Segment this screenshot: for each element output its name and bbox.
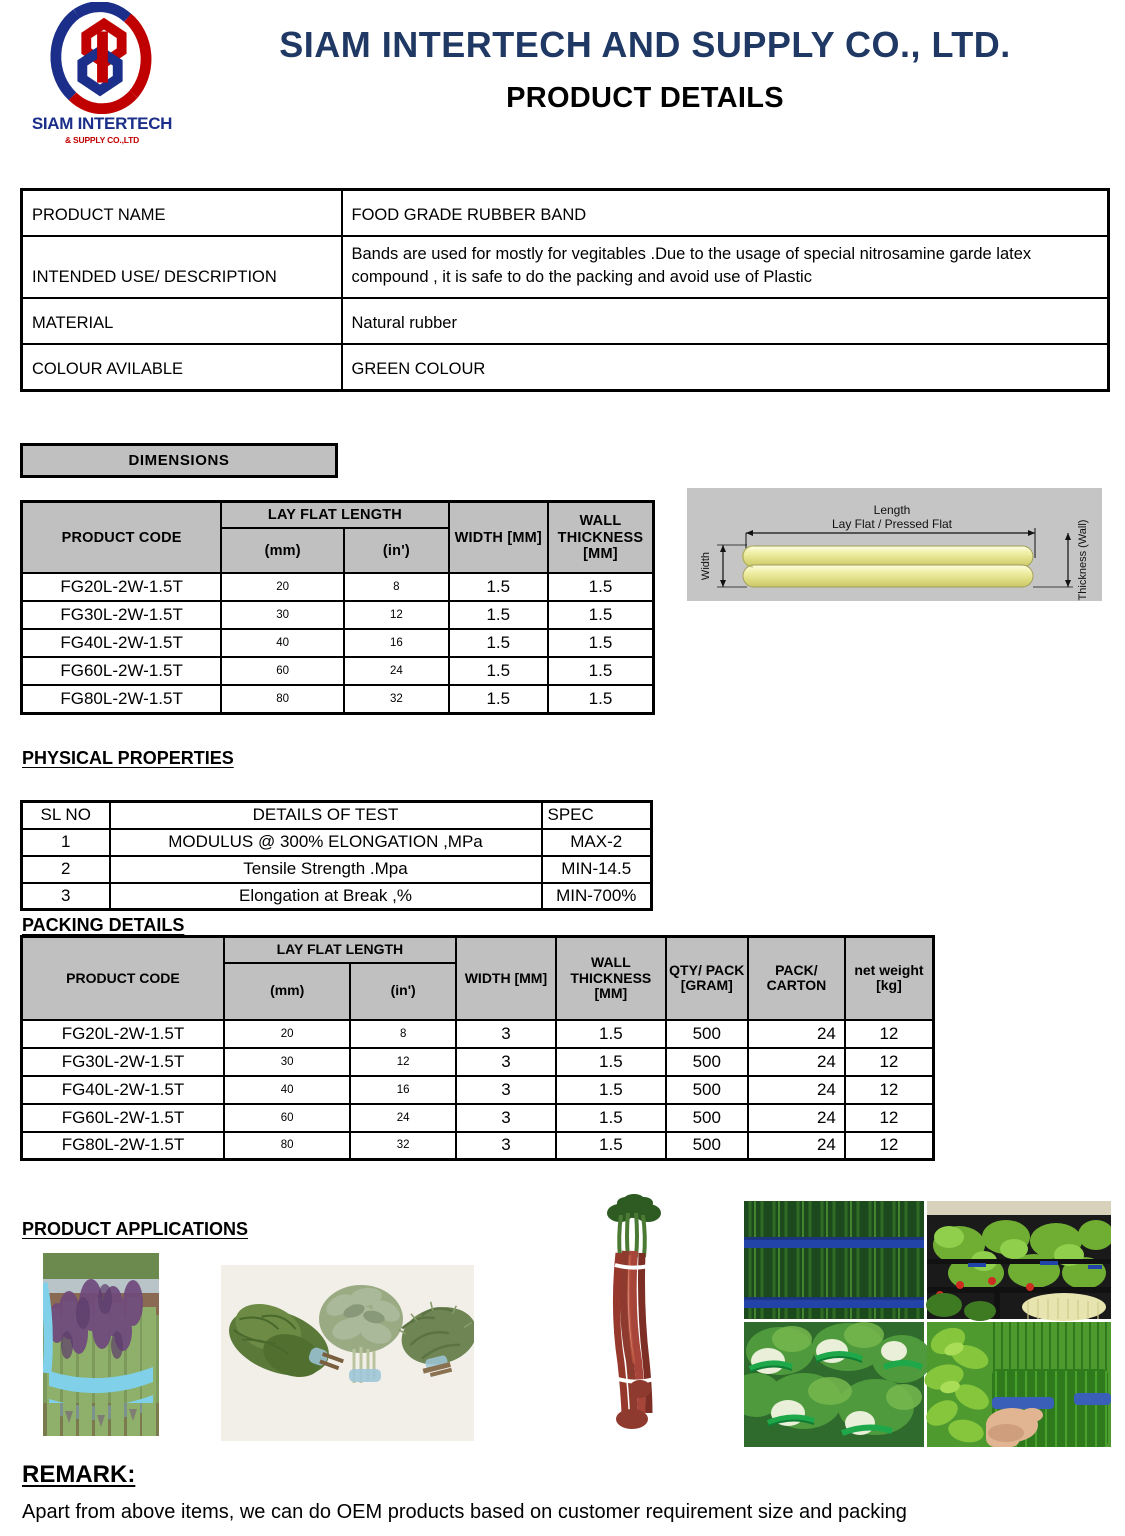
cell-product-code: FG20L-2W-1.5T <box>22 1020 224 1048</box>
cell-net-weight: 12 <box>845 1104 934 1132</box>
rubber-band-dimension-diagram <box>687 488 1102 601</box>
header-mm: (mm) <box>224 963 351 1020</box>
dimensions-table <box>20 500 655 715</box>
cell-inch: 12 <box>344 601 448 629</box>
cell-spec: MIN-700% <box>542 883 652 910</box>
header-wall-thickness: WALL THICKNESS [MM] <box>556 937 666 1020</box>
cell-product-code: FG60L-2W-1.5T <box>22 657 222 685</box>
table-row <box>22 629 654 657</box>
logo-company-subtitle: & SUPPLY CO.,LTD <box>64 135 140 145</box>
info-value: FOOD GRADE RUBBER BAND <box>342 190 1109 236</box>
cell-product-code: FG30L-2W-1.5T <box>22 601 222 629</box>
logo-company-name: SIAM INTERTECH <box>31 114 173 133</box>
table-row <box>22 1132 934 1160</box>
cell-mm: 30 <box>224 1048 351 1076</box>
logo-mark-icon <box>43 2 161 114</box>
cell-wall: 1.5 <box>548 573 654 601</box>
table-row <box>22 1076 934 1104</box>
header-lay-flat-length: LAY FLAT LENGTH <box>221 502 448 529</box>
table-row <box>22 1048 934 1076</box>
cell-mm: 20 <box>224 1020 351 1048</box>
header-pack-carton: PACK/ CARTON <box>748 937 845 1020</box>
asparagus-bundles-photo <box>43 1253 159 1436</box>
cell-net-weight: 12 <box>845 1132 934 1160</box>
band-diagram-icon <box>687 488 1102 601</box>
herb-bunches-photo <box>221 1265 474 1441</box>
cell-qty-pack: 500 <box>666 1076 748 1104</box>
cell-width: 3 <box>456 1132 556 1160</box>
table-row <box>22 883 652 910</box>
cell-wall: 1.5 <box>548 601 654 629</box>
vegetable-bundles-collage-photo <box>744 1201 1111 1447</box>
header-qty-pack: QTY/ PACK [GRAM] <box>666 937 748 1020</box>
cell-mm: 80 <box>224 1132 351 1160</box>
cell-qty-pack: 500 <box>666 1132 748 1160</box>
cell-mm: 30 <box>221 601 344 629</box>
cell-net-weight: 12 <box>845 1076 934 1104</box>
info-label: PRODUCT NAME <box>22 190 342 236</box>
cell-sl-no: 3 <box>22 883 110 910</box>
cell-inch: 24 <box>344 657 448 685</box>
cell-wall: 1.5 <box>548 657 654 685</box>
cell-sl-no: 2 <box>22 856 110 883</box>
cell-wall: 1.5 <box>556 1048 666 1076</box>
cell-pack-carton: 24 <box>748 1104 845 1132</box>
cell-pack-carton: 24 <box>748 1020 845 1048</box>
cell-inch: 12 <box>350 1048 455 1076</box>
header-width: WIDTH [MM] <box>456 937 556 1020</box>
cell-inch: 32 <box>344 685 448 714</box>
cell-test: Tensile Strength .Mpa <box>110 856 542 883</box>
info-label: MATERIAL <box>22 298 342 344</box>
cell-qty-pack: 500 <box>666 1048 748 1076</box>
cell-inch: 24 <box>350 1104 455 1132</box>
table-row <box>22 856 652 883</box>
cell-wall: 1.5 <box>548 685 654 714</box>
cell-product-code: FG80L-2W-1.5T <box>22 1132 224 1160</box>
cell-wall: 1.5 <box>548 629 654 657</box>
company-logo <box>18 2 186 160</box>
cell-wall: 1.5 <box>556 1076 666 1104</box>
physical-properties-table <box>20 800 653 911</box>
table-row <box>22 829 652 856</box>
cell-mm: 40 <box>224 1076 351 1104</box>
cell-width: 3 <box>456 1048 556 1076</box>
packing-details-table <box>20 935 935 1161</box>
cell-product-code: FG60L-2W-1.5T <box>22 1104 224 1132</box>
cell-qty-pack: 500 <box>666 1020 748 1048</box>
table-header-row <box>22 502 654 529</box>
cell-width: 1.5 <box>449 685 548 714</box>
header-width: WIDTH [MM] <box>449 502 548 574</box>
cell-test: MODULUS @ 300% ELONGATION ,MPa <box>110 829 542 856</box>
cell-width: 3 <box>456 1076 556 1104</box>
info-value: GREEN COLOUR <box>342 344 1109 390</box>
cell-mm: 60 <box>224 1104 351 1132</box>
header-mm: (mm) <box>221 528 344 573</box>
svg-text:Lay Flat / Pressed Flat: Lay Flat / Pressed Flat <box>831 517 953 531</box>
info-label: COLOUR AVILABLE <box>22 344 342 390</box>
remark-title: REMARK: <box>22 1461 136 1488</box>
dimensions-banner: DIMENSIONS <box>20 443 338 478</box>
cell-mm: 40 <box>221 629 344 657</box>
cell-spec: MAX-2 <box>542 829 652 856</box>
table-row <box>22 236 1109 299</box>
physical-properties-heading: PHYSICAL PROPERTIES <box>22 748 234 768</box>
cell-width: 1.5 <box>449 629 548 657</box>
header-wall-thickness: WALL THICKNESS [MM] <box>548 502 654 574</box>
table-row <box>22 190 1109 236</box>
svg-text:Width: Width <box>700 551 712 581</box>
cell-net-weight: 12 <box>845 1048 934 1076</box>
cell-inch: 16 <box>344 629 448 657</box>
table-row <box>22 344 1109 390</box>
page-header <box>0 0 1125 168</box>
company-title: SIAM INTERTECH AND SUPPLY CO., LTD. <box>279 24 1011 65</box>
cell-inch: 8 <box>350 1020 455 1048</box>
header-inch: (in') <box>344 528 448 573</box>
cell-wall: 1.5 <box>556 1104 666 1132</box>
table-row <box>22 298 1109 344</box>
cell-test: Elongation at Break ,% <box>110 883 542 910</box>
svg-text:Length: Length <box>873 503 911 517</box>
header-lay-flat-length: LAY FLAT LENGTH <box>224 937 456 963</box>
cell-width: 1.5 <box>449 573 548 601</box>
info-value: Natural rubber <box>342 298 1109 344</box>
table-row <box>22 1020 934 1048</box>
cell-mm: 20 <box>221 573 344 601</box>
cell-mm: 80 <box>221 685 344 714</box>
cell-spec: MIN-14.5 <box>542 856 652 883</box>
cell-sl-no: 1 <box>22 829 110 856</box>
cell-product-code: FG30L-2W-1.5T <box>22 1048 224 1076</box>
table-row <box>22 573 654 601</box>
product-applications-heading: PRODUCT APPLICATIONS <box>22 1219 249 1239</box>
cell-product-code: FG40L-2W-1.5T <box>22 1076 224 1104</box>
header-product-code: PRODUCT CODE <box>22 502 222 574</box>
table-row <box>22 657 654 685</box>
table-row <box>22 1104 934 1132</box>
cell-pack-carton: 24 <box>748 1132 845 1160</box>
packing-details-heading: PACKING DETAILS <box>22 915 185 935</box>
cell-width: 1.5 <box>449 657 548 685</box>
cell-inch: 8 <box>344 573 448 601</box>
cell-width: 1.5 <box>449 601 548 629</box>
header-spec: SPEC <box>542 802 652 829</box>
table-row <box>22 601 654 629</box>
header-net-weight: net weight [kg] <box>845 937 934 1020</box>
cell-pack-carton: 24 <box>748 1048 845 1076</box>
cell-product-code: FG20L-2W-1.5T <box>22 573 222 601</box>
header-product-code: PRODUCT CODE <box>22 937 224 1020</box>
document-title: PRODUCT DETAILS <box>506 82 784 114</box>
info-label: INTENDED USE/ DESCRIPTION <box>22 236 342 299</box>
svg-text:Thickness (Wall): Thickness (Wall) <box>1077 519 1089 601</box>
cell-wall: 1.5 <box>556 1020 666 1048</box>
header-sl-no: SL NO <box>22 802 110 829</box>
cell-mm: 60 <box>221 657 344 685</box>
info-value: Bands are used for mostly for vegitables .Due to the usage of special nitrosamine garde latex compound , it is safe to do the packing and avoid use of Plastic <box>342 236 1109 299</box>
header-inch: (in') <box>350 963 455 1020</box>
cell-product-code: FG40L-2W-1.5T <box>22 629 222 657</box>
table-header-row <box>22 937 934 963</box>
rhubarb-bundle-photo <box>588 1193 691 1439</box>
cell-qty-pack: 500 <box>666 1104 748 1132</box>
product-info-table <box>20 188 1110 392</box>
cell-inch: 32 <box>350 1132 455 1160</box>
cell-width: 3 <box>456 1104 556 1132</box>
cell-net-weight: 12 <box>845 1020 934 1048</box>
table-header-row <box>22 802 652 829</box>
remark-body: Apart from above items, we can do OEM products based on customer requirement size and packing <box>22 1501 907 1523</box>
header-details: DETAILS OF TEST <box>110 802 542 829</box>
table-row <box>22 685 654 714</box>
cell-width: 3 <box>456 1020 556 1048</box>
cell-product-code: FG80L-2W-1.5T <box>22 685 222 714</box>
cell-wall: 1.5 <box>556 1132 666 1160</box>
cell-inch: 16 <box>350 1076 455 1104</box>
cell-pack-carton: 24 <box>748 1076 845 1104</box>
